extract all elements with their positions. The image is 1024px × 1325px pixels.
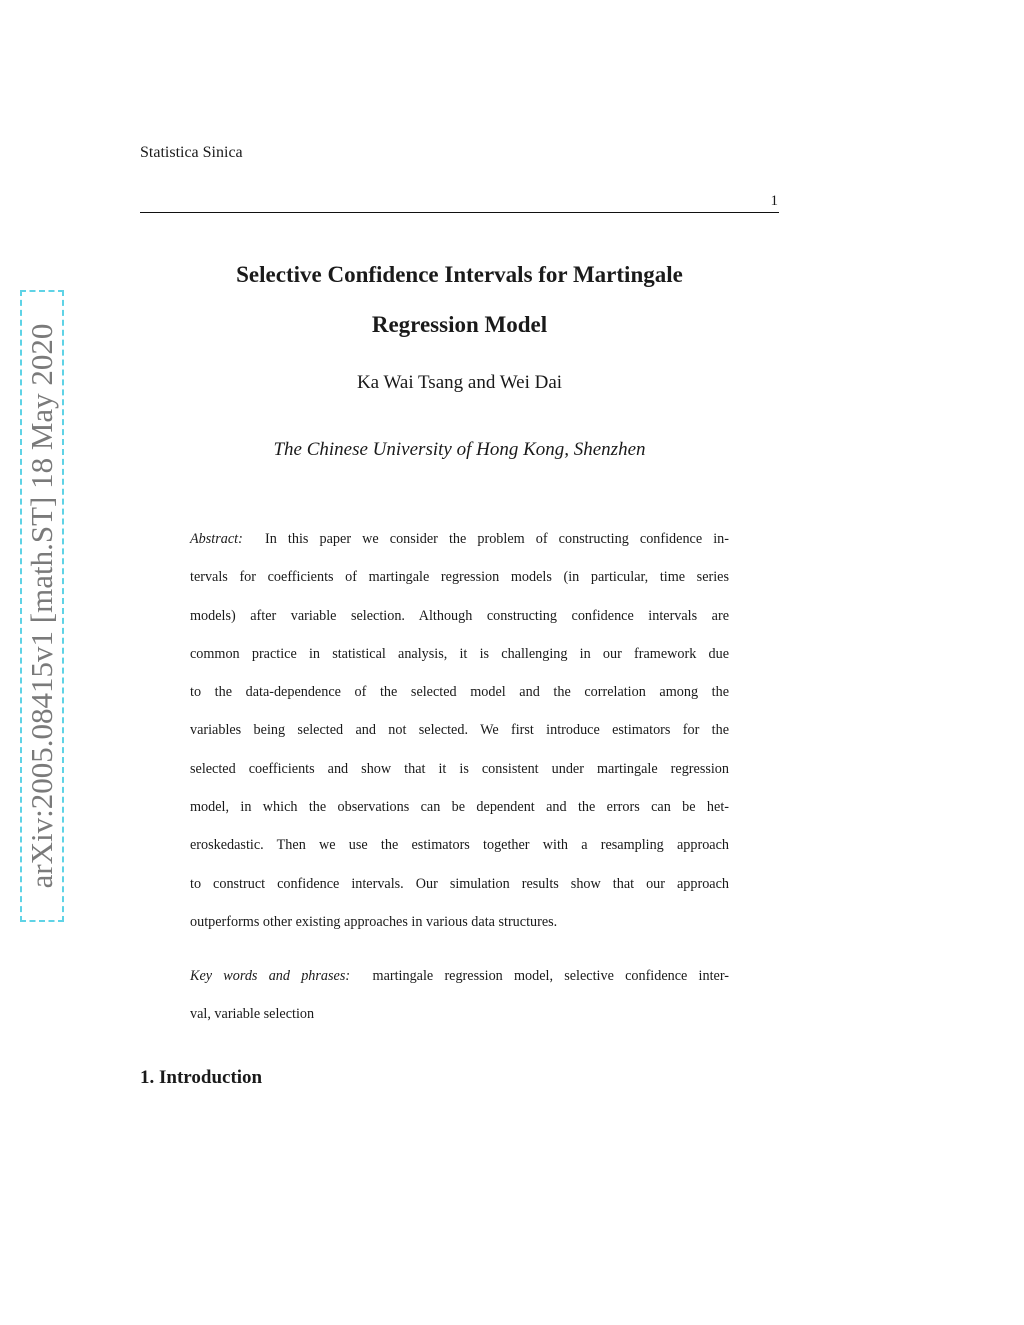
paper-title [140, 250, 779, 350]
abstract [190, 520, 729, 941]
keywords-label: Key words and phrases: [190, 968, 351, 984]
abstract-line: to the data-dependence of the selected model and the correlation among the [190, 684, 729, 701]
section-heading-introduction: 1. Introduction [140, 1067, 263, 1088]
authors: Ka Wai Tsang and Wei Dai [356, 372, 563, 393]
abstract-line: tervals for coefficients of martingale regression models (in particular, time series [190, 569, 729, 586]
page-number: 1 [770, 193, 778, 209]
header-rule [140, 212, 779, 213]
affiliation: The Chinese University of Hong Kong, Shenzhen [273, 439, 646, 460]
keywords [190, 957, 729, 1034]
abstract-line: selected coefficients and show that it is consistent under martingale regression [190, 760, 729, 777]
arxiv-identifier: arXiv:2005.08415v1 [math.ST] 18 May 2020 [24, 323, 59, 889]
journal-name: Statistica Sinica [140, 144, 243, 161]
title-line-1: Selective Confidence Intervals for Martingale [236, 262, 683, 287]
abstract-label: Abstract: [190, 531, 243, 547]
abstract-line: Abstract: In this paper we consider the problem of constructing confidence in- [190, 531, 730, 547]
abstract-line: to construct confidence intervals. Our simulation results show that our approach [190, 875, 729, 892]
abstract-line: eroskedastic. Then we use the estimators together with a resampling approach [190, 837, 729, 854]
title-line-2: Regression Model [371, 312, 548, 337]
keywords-line: Key words and phrases: martingale regression model, selective confidence inter- [190, 968, 729, 984]
abstract-line: common practice in statistical analysis, it is challenging in our framework due [190, 645, 729, 662]
abstract-line: model, in which the observations can be dependent and the errors can be het- [190, 799, 729, 816]
abstract-line: models) after variable selection. Although constructing confidence intervals are [190, 607, 729, 624]
abstract-line: outperforms other existing approaches in various data structures. [190, 913, 558, 930]
keywords-line: val, variable selection [190, 1006, 315, 1023]
abstract-line: variables being selected and not selected. We first introduce estimators for the [190, 722, 729, 739]
